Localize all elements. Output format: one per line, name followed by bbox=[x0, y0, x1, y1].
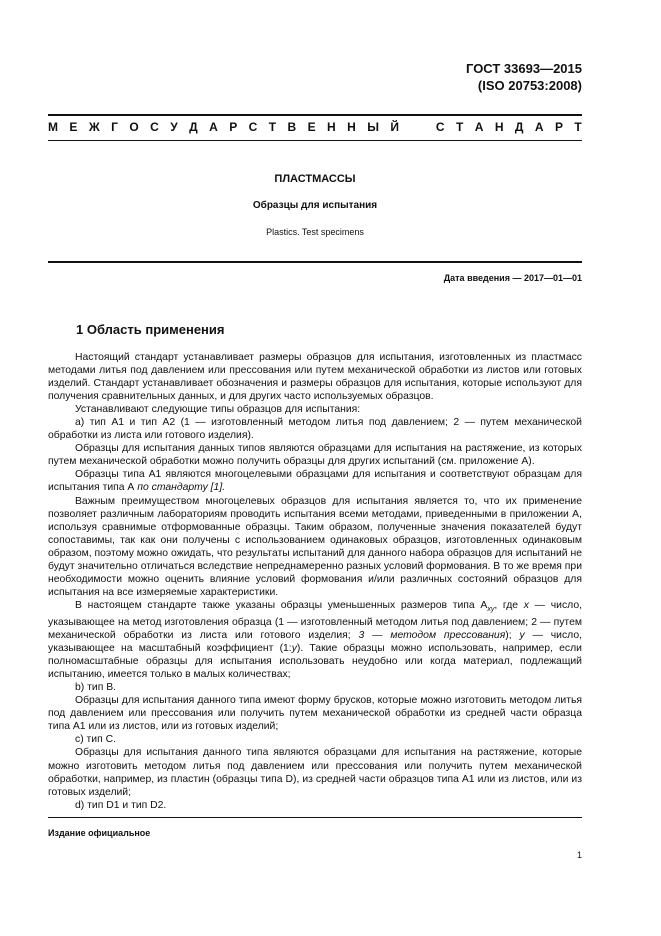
letter: Р bbox=[554, 120, 563, 134]
letter: С bbox=[248, 120, 258, 134]
letter: У bbox=[170, 120, 178, 134]
reference: по стандарту [1]. bbox=[137, 482, 226, 494]
paragraph: Важным преимуществом многоцелевых образцов для испытания является то, что их применение позволяет различным лабораториям проводить испытания всеми методами, приведенными в приложении А, используя сравнимые отформованные образцы. Таким образом, полученные значения показателей будут сопоставимы, так как они получены с использованием одинаковых образцов, изготовленных одинаковым образом, поэтому можно ожидать, что результаты испытаний для данного набора образцов для испытаний не будут значительно отличаться вследствие непреднамеренно разных условий формования. В то же время при необходимости можно оценить влияние условий формования и/или различных состояний образцов для испытания на все измеряемые характеристики. bbox=[48, 495, 582, 598]
title-rule bbox=[48, 261, 582, 263]
text: ). Такие образцы можно использовать, например, если полномасштабные образцы для испытания использовать неудобно или когда материал, подлежащий испытанию, имеется только в малых количествах; bbox=[48, 643, 582, 681]
letter: С bbox=[435, 120, 445, 134]
letter: О bbox=[129, 120, 139, 134]
letter: Т bbox=[574, 120, 582, 134]
letter: Н bbox=[347, 120, 356, 134]
paragraph: Устанавливают следующие типы образцов для испытания: bbox=[75, 404, 361, 416]
paragraph bbox=[48, 468, 582, 494]
document-designation bbox=[466, 60, 582, 94]
page-number: 1 bbox=[576, 850, 582, 860]
letter: М bbox=[48, 120, 58, 134]
var: y bbox=[291, 643, 297, 655]
document-title: ПЛАСТМАССЫ bbox=[274, 173, 356, 185]
list-item-c: c) тип С. bbox=[75, 734, 117, 746]
section-heading: 1 Область применения bbox=[76, 322, 225, 337]
letter: А bbox=[534, 120, 544, 134]
italic-text: 3 — методом прессования bbox=[358, 630, 506, 642]
document-subtitle: Образцы для испытания bbox=[252, 200, 378, 211]
introduction-date: Дата введения — 2017—01—01 bbox=[443, 273, 582, 283]
letter: Д bbox=[189, 120, 198, 134]
letter: С bbox=[150, 120, 159, 134]
edition-note: Издание официальное bbox=[48, 828, 151, 838]
letter: Ж bbox=[88, 120, 100, 134]
paragraph bbox=[48, 599, 582, 681]
letter: Е bbox=[307, 120, 316, 134]
letter: Е bbox=[69, 120, 78, 134]
text: — число, указывающее на масштабный коэффициент (1: bbox=[48, 630, 582, 655]
text: — число, указывающее на метод изготовления образца (1 — изготовленный методом литья под давлением; 2 — путем механической обработки из листа или готового изделия; bbox=[48, 599, 583, 642]
letter: Ы bbox=[367, 120, 379, 134]
heading-rule bbox=[48, 140, 582, 141]
list-item-b: b) тип В. bbox=[75, 682, 117, 694]
text: В настоящем стандарте также указаны образцы уменьшенных размеров типа А bbox=[75, 599, 488, 611]
gost-number: ГОСТ 33693—2015 bbox=[466, 61, 582, 76]
letter: А bbox=[474, 120, 484, 134]
var: y bbox=[519, 630, 525, 642]
letter: Д bbox=[514, 120, 524, 134]
english-title: Plastics. Test specimens bbox=[266, 227, 364, 237]
text: , где bbox=[494, 599, 524, 611]
letter: А bbox=[209, 120, 218, 134]
letter: Т bbox=[455, 120, 464, 134]
paragraph: Образцы для испытания данного типа являются образцами для испытания на растяжение, которые можно изготовить методом литья под давлением или прессования или получить путем механической обработки, например, из пластин (образцы типа D), из средней части образцов типа А1 или из листов, или из готовых изделий; bbox=[48, 747, 582, 798]
var: x bbox=[523, 599, 529, 611]
letter: Н bbox=[494, 120, 504, 134]
letter: Й bbox=[390, 120, 400, 134]
list-item-a: a) тип А1 и тип А2 (1 — изготовленный методом литья под давлением; 2 — путем механической обработки из листа или готового изделия). bbox=[48, 417, 582, 442]
letter: В bbox=[287, 120, 297, 134]
text: Образцы типа А1 являются многоцелевыми образцами для испытания и соответствуют образцам для испытания типа А bbox=[48, 469, 582, 494]
letter: Н bbox=[327, 120, 336, 134]
letter: Т bbox=[268, 120, 277, 134]
iso-number: (ISO 20753:2008) bbox=[477, 78, 582, 93]
letter: Г bbox=[111, 120, 118, 134]
list-item-d: d) тип D1 и тип D2. bbox=[75, 799, 167, 811]
letter: Р bbox=[229, 120, 238, 134]
paragraph: Образцы для испытания данных типов являются образцами для испытания на растяжение, из которых путем механической обработки можно получить образцы для других испытаний (см. приложение А). bbox=[48, 443, 582, 468]
paragraph: Настоящий стандарт устанавливает размеры образцов для испытания, изготовленных из пластмасс методами литья под давлением или прессования или путем механической обработки из листов или готовых изделий. Стандарт устанавливает обозначения и размеры образцов для испытания, которые используют для получения сравнительных данных, и для других часто используемых образцов. bbox=[48, 352, 582, 403]
paragraph: Образцы для испытания данного типа имеют форму брусков, которые можно изготовить методом литья под давлением или прессования или получить путем механической обработки из средней части образца типа А1 или из листов, или из готовых изделий; bbox=[48, 695, 582, 733]
top-rule bbox=[48, 114, 582, 116]
interstate-standard-heading bbox=[48, 120, 582, 134]
text: ); bbox=[505, 630, 520, 642]
footer-rule bbox=[48, 817, 582, 818]
section-body bbox=[48, 351, 582, 812]
word-gap bbox=[410, 120, 424, 134]
subscript: xy bbox=[487, 605, 495, 613]
